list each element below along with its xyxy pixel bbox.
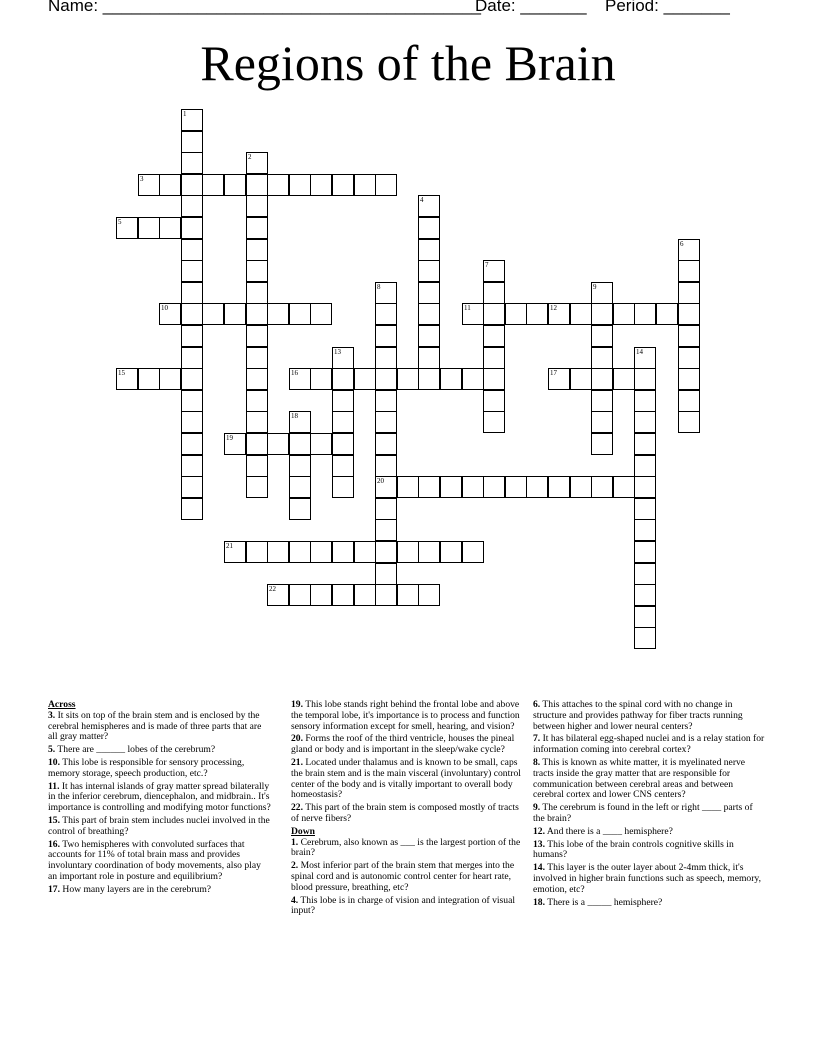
clue-number: 15. [48, 814, 60, 826]
clue-text: It has bilateral egg-shaped nuclei and is a relay station for information coming into cerebral cortex? [533, 733, 765, 756]
grid-cell[interactable] [332, 541, 354, 563]
clue-18 [533, 898, 765, 909]
grid-cell[interactable] [310, 433, 332, 455]
grid-cell[interactable] [181, 455, 203, 477]
grid-cell[interactable] [397, 368, 419, 390]
grid-cell[interactable] [181, 195, 203, 217]
clue-number-label: 8 [377, 283, 381, 291]
grid-cell[interactable] [224, 174, 246, 196]
clue-number-label: 2 [248, 153, 252, 161]
grid-cell[interactable] [246, 174, 268, 196]
grid-cell[interactable] [246, 282, 268, 304]
grid-cell[interactable] [418, 239, 440, 261]
clue-number-label: 10 [161, 304, 168, 312]
clue-number-label: 11 [464, 304, 471, 312]
clue-text: Most inferior part of the brain stem that merges into the spinal cord and is autonomic control center for heart rate, blood pressure, breathing, etc? [291, 860, 515, 893]
grid-cell[interactable] [591, 325, 613, 347]
clue-6 [533, 700, 765, 732]
clue-number: 11. [48, 780, 60, 792]
grid-cell[interactable] [267, 584, 289, 606]
grid-cell[interactable] [246, 411, 268, 433]
grid-cell[interactable] [267, 433, 289, 455]
grid-cell[interactable] [397, 541, 419, 563]
grid-cell[interactable] [375, 541, 397, 563]
grid-cell[interactable] [246, 260, 268, 282]
clue-number: 4. [291, 894, 299, 906]
clue-number-label: 16 [291, 369, 298, 377]
grid-cell[interactable] [267, 174, 289, 196]
grid-cell[interactable] [375, 325, 397, 347]
clue-number-label: 15 [118, 369, 125, 377]
grid-cell[interactable] [246, 390, 268, 412]
grid-cell[interactable] [202, 174, 224, 196]
clue-number-label: 17 [550, 369, 557, 377]
grid-cell[interactable] [181, 347, 203, 369]
clue-text: This part of brain stem includes nuclei involved in the control of breathing? [48, 814, 270, 837]
grid-cell[interactable] [159, 217, 181, 239]
grid-cell[interactable] [310, 541, 332, 563]
grid-cell[interactable] [289, 476, 311, 498]
clue-7 [533, 734, 765, 756]
clue-column-2 [291, 700, 523, 919]
clue-text: Located under thalamus and is known to be small, caps the brain stem and is the main visceral (involuntary) control center of the body and is vitally important to overall body homeostasis? [291, 756, 521, 801]
grid-cell[interactable] [375, 174, 397, 196]
grid-cell[interactable] [505, 303, 527, 325]
clue-number: 1. [291, 836, 299, 848]
clue-2 [291, 861, 523, 893]
grid-cell[interactable] [483, 476, 505, 498]
clue-text: There is a _____ hemisphere? [545, 896, 663, 908]
grid-cell[interactable] [634, 519, 656, 541]
grid-cell[interactable] [181, 239, 203, 261]
grid-cell[interactable] [483, 411, 505, 433]
grid-cell[interactable] [375, 563, 397, 585]
clue-number-label: 7 [485, 261, 489, 269]
clue-number-label: 1 [183, 110, 187, 118]
grid-cell[interactable] [354, 584, 376, 606]
grid-cell[interactable] [570, 476, 592, 498]
grid-cell[interactable] [375, 411, 397, 433]
clue-number: 14. [533, 862, 545, 874]
clue-15 [48, 816, 272, 838]
grid-cell[interactable] [634, 584, 656, 606]
grid-cell[interactable] [634, 563, 656, 585]
clue-text: How many layers are in the cerebrum? [60, 883, 212, 895]
grid-cell[interactable] [591, 411, 613, 433]
grid-cell[interactable] [181, 174, 203, 196]
clue-number-label: 18 [291, 412, 298, 420]
grid-cell[interactable] [483, 390, 505, 412]
clue-21 [291, 758, 523, 801]
grid-cell[interactable] [116, 368, 138, 390]
grid-cell[interactable] [181, 325, 203, 347]
grid-cell[interactable] [267, 303, 289, 325]
clue-text: Forms the roof of the third ventricle, houses the pineal gland or body and is important in the sleep/wake cycle? [291, 733, 515, 756]
grid-cell[interactable] [246, 195, 268, 217]
clue-10 [48, 758, 272, 780]
clue-text: It has internal islands of gray matter spread bilaterally in the inferior cerebrum, diencephalon, and midbrain.. It's importance is controlling and modifying motor functions? [48, 780, 271, 814]
grid-cell[interactable] [591, 282, 613, 304]
grid-cell[interactable] [181, 433, 203, 455]
grid-cell[interactable] [246, 303, 268, 325]
clue-number: 21. [291, 756, 303, 768]
grid-cell[interactable] [332, 584, 354, 606]
grid-cell[interactable] [483, 325, 505, 347]
grid-cell[interactable] [678, 347, 700, 369]
grid-cell[interactable] [591, 476, 613, 498]
clue-number-label: 13 [334, 348, 341, 356]
grid-cell[interactable] [678, 325, 700, 347]
grid-cell[interactable] [375, 476, 397, 498]
grid-cell[interactable] [138, 174, 160, 196]
clue-text: There are ______ lobes of the cerebrum? [55, 744, 216, 756]
grid-cell[interactable] [375, 584, 397, 606]
grid-cell[interactable] [418, 476, 440, 498]
clue-number: 18. [533, 896, 545, 908]
clue-17 [48, 885, 272, 896]
clue-text: And there is a ____ hemisphere? [545, 825, 673, 837]
clue-1 [291, 838, 523, 860]
grid-cell[interactable] [591, 433, 613, 455]
clue-number: 9. [533, 802, 541, 814]
grid-cell[interactable] [354, 368, 376, 390]
grid-cell[interactable] [375, 368, 397, 390]
grid-cell[interactable] [224, 541, 246, 563]
grid-cell[interactable] [418, 368, 440, 390]
grid-cell[interactable] [678, 390, 700, 412]
grid-cell[interactable] [418, 260, 440, 282]
clue-number: 16. [48, 838, 60, 850]
grid-cell[interactable] [548, 476, 570, 498]
clue-16 [48, 840, 272, 883]
grid-cell[interactable] [526, 303, 548, 325]
across-heading: Across [48, 699, 76, 710]
clue-number: 3. [48, 709, 56, 721]
grid-cell[interactable] [202, 303, 224, 325]
clue-number: 13. [533, 838, 545, 850]
grid-cell[interactable] [289, 303, 311, 325]
grid-cell[interactable] [181, 303, 203, 325]
clue-9 [533, 803, 765, 825]
grid-cell[interactable] [483, 303, 505, 325]
grid-cell[interactable] [613, 303, 635, 325]
clue-5 [48, 745, 272, 756]
clue-text: This is known as white matter, it is myelinated nerve tracts inside the gray matter that are responsible for communication between cerebral areas and between cerebral cortex and lower CNS centers? [533, 756, 746, 801]
clue-column-3 [533, 700, 765, 910]
grid-cell[interactable] [440, 476, 462, 498]
clue-number: 10. [48, 756, 60, 768]
grid-cell[interactable] [548, 303, 570, 325]
grid-cell[interactable] [138, 217, 160, 239]
clue-number: 6. [533, 699, 541, 710]
grid-cell[interactable] [159, 368, 181, 390]
clue-number-label: 9 [593, 283, 597, 291]
grid-cell[interactable] [483, 260, 505, 282]
clue-text: This lobe of the brain controls cognitive skills in humans? [533, 838, 734, 861]
grid-cell[interactable] [267, 541, 289, 563]
grid-cell[interactable] [678, 411, 700, 433]
grid-cell[interactable] [246, 455, 268, 477]
clue-column-1 [48, 700, 272, 898]
grid-cell[interactable] [462, 541, 484, 563]
grid-cell[interactable] [591, 390, 613, 412]
clue-13 [533, 840, 765, 862]
clue-number: 5. [48, 744, 56, 756]
clue-text: It sits on top of the brain stem and is enclosed by the cerebral hemispheres and is made of three parts that are all gray matter? [48, 709, 262, 743]
grid-cell[interactable] [375, 282, 397, 304]
grid-cell[interactable] [332, 368, 354, 390]
grid-cell[interactable] [332, 411, 354, 433]
clue-number-label: 19 [226, 434, 233, 442]
grid-cell[interactable] [634, 541, 656, 563]
name-field[interactable]: Name: ________________________________________ [48, 0, 481, 15]
clue-text: Two hemispheres with convoluted surfaces that accounts for 11% of total brain mass and provides involuntary coordination of body movements, also play an important role in posture and equilibrium? [48, 838, 261, 882]
clue-22 [291, 803, 523, 825]
grid-cell[interactable] [462, 368, 484, 390]
grid-cell[interactable] [289, 368, 311, 390]
grid-cell[interactable] [462, 476, 484, 498]
grid-cell[interactable] [354, 541, 376, 563]
grid-cell[interactable] [246, 433, 268, 455]
grid-cell[interactable] [159, 303, 181, 325]
grid-cell[interactable] [289, 498, 311, 520]
clue-number: 20. [291, 733, 303, 745]
clue-number: 19. [291, 699, 303, 710]
grid-cell[interactable] [591, 368, 613, 390]
grid-cell[interactable] [246, 368, 268, 390]
grid-cell[interactable] [181, 260, 203, 282]
grid-cell[interactable] [375, 455, 397, 477]
grid-cell[interactable] [678, 282, 700, 304]
grid-cell[interactable] [526, 476, 548, 498]
clue-number: 12. [533, 825, 545, 837]
clue-number-label: 20 [377, 477, 384, 485]
grid-cell[interactable] [159, 174, 181, 196]
grid-cell[interactable] [181, 282, 203, 304]
grid-cell[interactable] [570, 368, 592, 390]
grid-cell[interactable] [375, 498, 397, 520]
grid-cell[interactable] [181, 217, 203, 239]
grid-cell[interactable] [634, 455, 656, 477]
grid-cell[interactable] [375, 433, 397, 455]
clue-number-label: 4 [420, 196, 424, 204]
grid-cell[interactable] [375, 303, 397, 325]
grid-cell[interactable] [181, 498, 203, 520]
grid-cell[interactable] [591, 303, 613, 325]
clue-number: 22. [291, 802, 303, 814]
clue-4 [291, 896, 523, 918]
grid-cell[interactable] [483, 347, 505, 369]
clue-text: This part of the brain stem is composed mostly of tracts of nerve fibers? [291, 802, 519, 824]
grid-cell[interactable] [289, 433, 311, 455]
clue-number-label: 22 [269, 585, 276, 593]
clue-14 [533, 863, 765, 895]
clue-12 [533, 827, 765, 838]
grid-cell[interactable] [181, 109, 203, 131]
grid-cell[interactable] [181, 476, 203, 498]
grid-cell[interactable] [289, 455, 311, 477]
clue-3 [48, 711, 272, 743]
grid-cell[interactable] [246, 239, 268, 261]
clue-text: The cerebrum is found in the left or right ____ parts of the brain? [533, 802, 753, 824]
grid-cell[interactable] [246, 347, 268, 369]
grid-cell[interactable] [310, 584, 332, 606]
clue-11 [48, 782, 272, 814]
grid-cell[interactable] [181, 390, 203, 412]
grid-cell[interactable] [634, 606, 656, 628]
grid-cell[interactable] [289, 541, 311, 563]
grid-cell[interactable] [418, 541, 440, 563]
grid-cell[interactable] [440, 368, 462, 390]
clue-text: This lobe stands right behind the frontal lobe and above the temporal lobe, it's importance is to process and function sensory information except for smell, hearing, and vision? [291, 699, 520, 732]
grid-cell[interactable] [332, 433, 354, 455]
grid-cell[interactable] [418, 325, 440, 347]
clue-number-label: 12 [550, 304, 557, 312]
clue-text: Cerebrum, also known as ___ is the largest portion of the brain? [291, 836, 521, 859]
grid-cell[interactable] [332, 174, 354, 196]
grid-cell[interactable] [678, 260, 700, 282]
grid-cell[interactable] [678, 303, 700, 325]
grid-cell[interactable] [116, 217, 138, 239]
grid-cell[interactable] [570, 303, 592, 325]
clue-text: This attaches to the spinal cord with no change in structure and provides pathway for fiber tracts running between higher and lower neural centers? [533, 699, 743, 732]
clue-number-label: 21 [226, 542, 233, 550]
grid-cell[interactable] [246, 541, 268, 563]
puzzle-title: Regions of the Brain [200, 35, 616, 91]
grid-cell[interactable] [483, 282, 505, 304]
grid-cell[interactable] [246, 217, 268, 239]
grid-cell[interactable] [375, 519, 397, 541]
clue-number: 2. [291, 860, 299, 872]
grid-cell[interactable] [289, 174, 311, 196]
grid-cell[interactable] [289, 584, 311, 606]
grid-cell[interactable] [656, 303, 678, 325]
clue-number-label: 6 [680, 240, 684, 248]
grid-cell[interactable] [505, 476, 527, 498]
grid-cell[interactable] [138, 368, 160, 390]
grid-cell[interactable] [483, 368, 505, 390]
grid-cell[interactable] [224, 433, 246, 455]
clue-19 [291, 700, 523, 732]
grid-cell[interactable] [310, 303, 332, 325]
grid-cell[interactable] [332, 455, 354, 477]
clue-number-label: 3 [140, 175, 144, 183]
grid-cell[interactable] [332, 390, 354, 412]
grid-cell[interactable] [634, 476, 656, 498]
grid-cell[interactable] [634, 411, 656, 433]
grid-cell[interactable] [634, 390, 656, 412]
grid-cell[interactable] [375, 347, 397, 369]
grid-cell[interactable] [634, 347, 656, 369]
clue-8 [533, 758, 765, 801]
grid-cell[interactable] [591, 347, 613, 369]
grid-cell[interactable] [181, 411, 203, 433]
clue-text: This lobe is in charge of vision and integration of visual input? [291, 894, 516, 917]
date-field[interactable]: Date: _______ [475, 0, 587, 15]
grid-cell[interactable] [418, 282, 440, 304]
grid-cell[interactable] [397, 476, 419, 498]
clue-number: 7. [533, 733, 541, 745]
grid-cell[interactable] [634, 498, 656, 520]
grid-cell[interactable] [613, 476, 635, 498]
grid-cell[interactable] [181, 131, 203, 153]
grid-cell[interactable] [246, 476, 268, 498]
grid-cell[interactable] [418, 195, 440, 217]
grid-cell[interactable] [418, 303, 440, 325]
grid-cell[interactable] [354, 174, 376, 196]
grid-cell[interactable] [634, 303, 656, 325]
grid-cell[interactable] [246, 325, 268, 347]
grid-cell[interactable] [397, 584, 419, 606]
grid-cell[interactable] [181, 368, 203, 390]
period-field[interactable]: Period: _______ [605, 0, 730, 15]
grid-cell[interactable] [418, 584, 440, 606]
clue-text: This layer is the outer layer about 2-4mm thick, it's involved in higher brain functions such as speech, memory, emotion, etc? [533, 862, 761, 895]
grid-cell[interactable] [375, 390, 397, 412]
grid-cell[interactable] [289, 411, 311, 433]
clue-number-label: 14 [636, 348, 643, 356]
grid-cell[interactable] [634, 368, 656, 390]
grid-cell[interactable] [418, 217, 440, 239]
grid-cell[interactable] [440, 541, 462, 563]
clue-text: This lobe is responsible for sensory processing, memory storage, speech production, etc.? [48, 756, 245, 779]
grid-cell[interactable] [462, 303, 484, 325]
grid-cell[interactable] [634, 433, 656, 455]
clue-number: 8. [533, 756, 541, 768]
grid-cell[interactable] [418, 347, 440, 369]
grid-cell[interactable] [678, 239, 700, 261]
down-heading: Down [291, 825, 315, 837]
grid-cell[interactable] [678, 368, 700, 390]
grid-cell[interactable] [246, 152, 268, 174]
grid-cell[interactable] [310, 174, 332, 196]
grid-cell[interactable] [613, 368, 635, 390]
grid-cell[interactable] [548, 368, 570, 390]
clue-number: 17. [48, 883, 60, 895]
grid-cell[interactable] [310, 368, 332, 390]
clue-number-label: 5 [118, 218, 122, 226]
clue-20 [291, 734, 523, 756]
grid-cell[interactable] [181, 152, 203, 174]
grid-cell[interactable] [224, 303, 246, 325]
grid-cell[interactable] [332, 347, 354, 369]
grid-cell[interactable] [332, 476, 354, 498]
grid-cell[interactable] [634, 627, 656, 649]
